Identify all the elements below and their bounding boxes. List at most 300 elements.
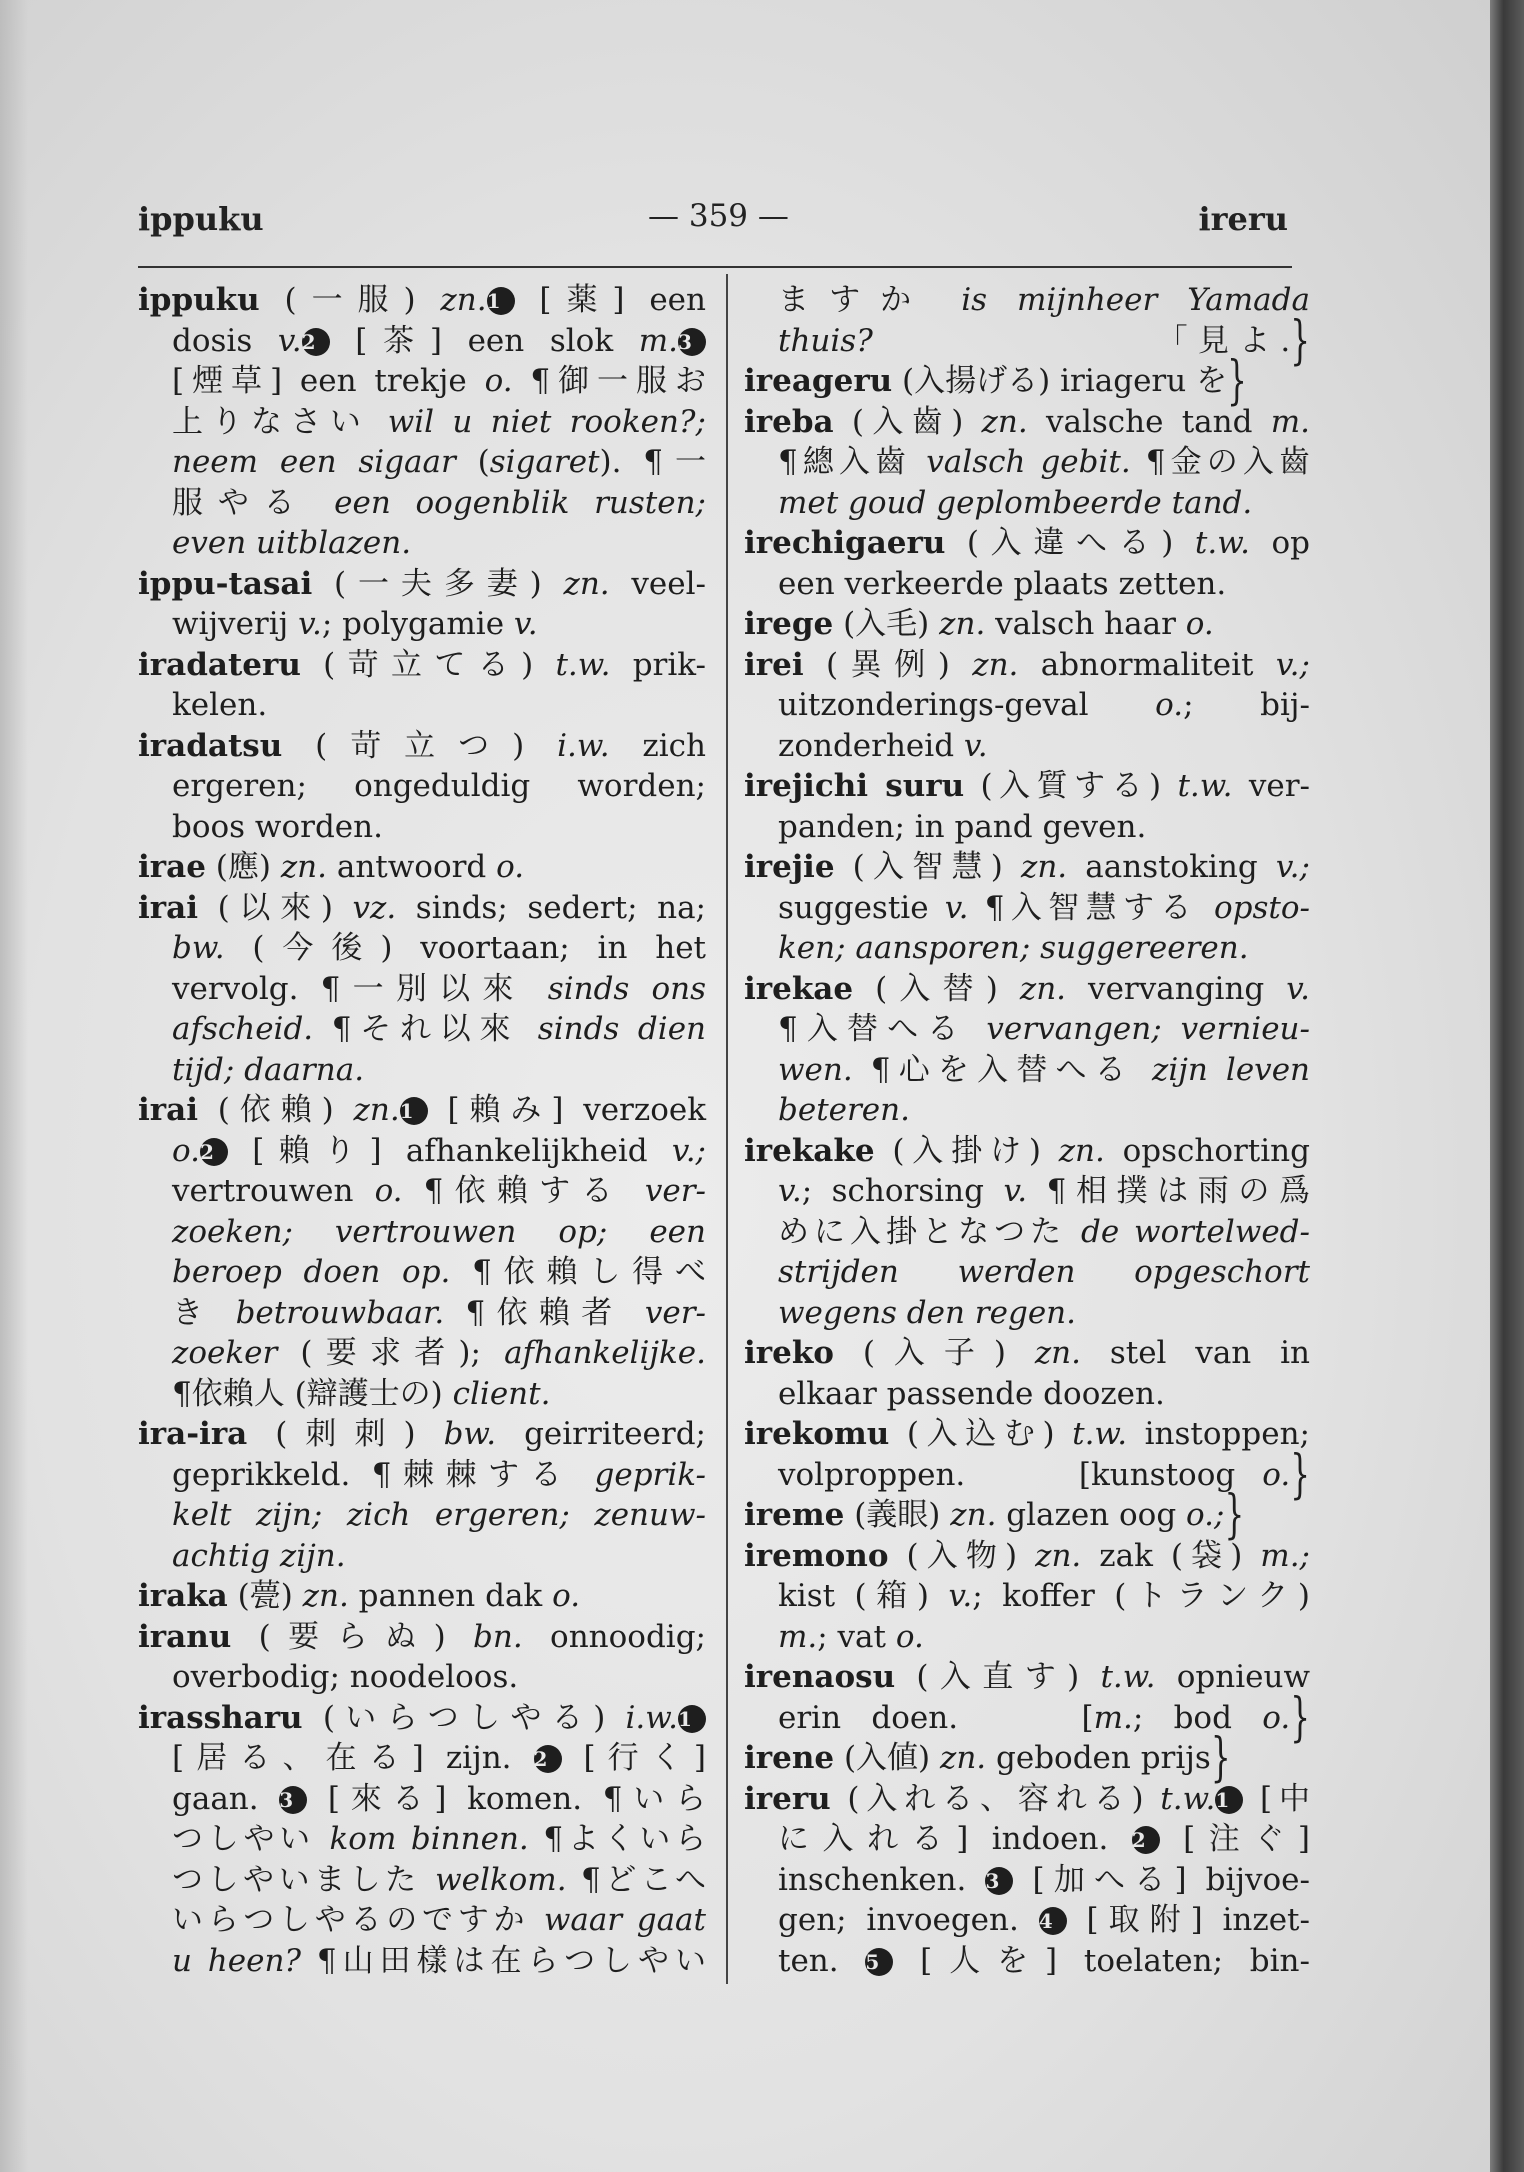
left-column <box>138 280 706 1981</box>
entry-continuation-line <box>744 564 1310 605</box>
headword: ippuku <box>138 282 260 318</box>
entry-line <box>744 1333 1310 1374</box>
gender-marker: v. <box>1003 1173 1028 1209</box>
translation-italic: zoeker <box>172 1335 278 1371</box>
definition-text: gaan. <box>172 1780 280 1817</box>
gender-marker: o. <box>1262 1699 1291 1736</box>
kanji-form: (入替) <box>853 970 1020 1007</box>
gender-marker: o. <box>895 1618 924 1655</box>
sense-number: 2 <box>1132 1826 1160 1854</box>
definition-text: volproppen. [kunstoog <box>778 1456 1263 1493</box>
gender-marker: o. <box>484 363 513 399</box>
entry-line <box>744 1484 1310 1546</box>
brace-mark: } <box>1290 1443 1310 1505</box>
definition-text: 服やる <box>172 484 335 521</box>
part-of-speech: t.w. <box>1194 525 1250 561</box>
entry-line <box>744 1727 1310 1789</box>
headword: irei <box>744 646 804 683</box>
definition-text: op <box>1249 525 1310 561</box>
kanji-form: (一服) <box>259 282 441 318</box>
entry-continuation-line <box>744 1090 1310 1131</box>
entry-continuation-line <box>138 969 706 1010</box>
gender-marker: o.; <box>1186 1497 1225 1533</box>
headword: iraka <box>138 1578 228 1614</box>
gender-marker: m. <box>1093 1699 1133 1736</box>
entry-continuation-line <box>744 1900 1310 1941</box>
part-of-speech: t.w. <box>1177 768 1233 804</box>
gender-marker: v. <box>1286 970 1310 1007</box>
definition-text: geirriteerd; <box>496 1416 706 1452</box>
gender-marker: m.; <box>1260 1537 1310 1574</box>
right-column <box>744 280 1310 1981</box>
kanji-form: (苛立てる) <box>300 646 556 683</box>
brace-mark: } <box>1290 309 1310 371</box>
sense-number: 3 <box>985 1867 1013 1895</box>
definition-text: [居る、在る] zijn. <box>172 1740 534 1776</box>
definition-text: ¶それ以來 <box>313 1011 538 1047</box>
gender-marker: v.; <box>1275 646 1310 683</box>
definition-text: iriageru を <box>1060 363 1228 399</box>
entry-continuation-line <box>138 1009 706 1050</box>
definition-text: opschorting <box>1104 1132 1310 1169</box>
translation-italic: u heen? <box>172 1942 302 1979</box>
gutter-shadow <box>0 0 28 2172</box>
part-of-speech: zn. <box>1058 1132 1105 1169</box>
definition-text: [注ぐ] <box>1159 1821 1310 1857</box>
entry-line <box>138 1698 706 1739</box>
entry-continuation-line <box>138 1495 706 1536</box>
entry-continuation-line <box>138 1941 706 1982</box>
definition-text: ¶依賴し得べ <box>450 1254 706 1290</box>
definition-text: ; bod <box>1132 1699 1263 1736</box>
gender-marker: v. <box>963 727 988 764</box>
definition-text: ¶依賴者 <box>444 1294 645 1331</box>
sense-number: 2 <box>302 328 330 356</box>
definition-text: valsche tand <box>1027 403 1271 440</box>
entry-continuation-line <box>138 766 706 807</box>
headword: irekae <box>744 970 854 1007</box>
translation-italic: beteren. <box>778 1092 910 1128</box>
translation-italic: ken; aansporen; suggereeren. <box>778 930 1249 966</box>
definition-text: ¶入替へる <box>778 1011 987 1047</box>
entry-line <box>138 1617 706 1658</box>
gender-marker: m. <box>778 1618 818 1655</box>
definition-text: wijverij <box>172 606 299 642</box>
entry-continuation-line <box>138 1293 706 1334</box>
translation-italic: achtig zijn. <box>172 1537 346 1574</box>
entry-continuation-line <box>138 685 706 726</box>
part-of-speech: bw. <box>443 1416 497 1452</box>
entry-line <box>138 847 706 888</box>
entry-continuation-line <box>138 483 706 524</box>
definition-text: めに入掛となつた <box>778 1213 1081 1250</box>
kanji-form: (入れる、容れる) <box>830 1780 1161 1817</box>
definition-text: prik- <box>610 646 706 683</box>
translation-italic: tijd; daarna. <box>172 1051 365 1088</box>
definition-text: geprikkeld. ¶棘棘する <box>172 1456 595 1493</box>
definition-text: uitzonderings-geval <box>778 687 1156 723</box>
entry-line <box>138 1090 706 1131</box>
headword: irene <box>744 1740 835 1776</box>
entry-continuation-line <box>138 321 706 362</box>
entry-line <box>138 564 706 605</box>
entry-continuation-line <box>744 309 1310 371</box>
gender-marker: o. <box>552 1578 581 1614</box>
definition-text: [茶] een slok <box>329 322 639 359</box>
translation-italic: kom binnen. <box>329 1821 529 1857</box>
part-of-speech: t.w. <box>1100 1659 1156 1695</box>
page-number: — 359 — <box>648 198 789 234</box>
definition-text: ; koffer (トランク) <box>972 1578 1310 1614</box>
translation-italic: sinds ons <box>547 970 706 1007</box>
gender-marker: v. <box>948 1578 973 1614</box>
definition-text: vervanging <box>1066 970 1287 1007</box>
entry-continuation-line <box>744 280 1310 321</box>
definition-text: ). ¶一 <box>599 444 706 480</box>
definition-text: ますか <box>778 282 962 318</box>
kanji-form: (入違へる) <box>945 525 1195 561</box>
sense-number: 2 <box>534 1745 562 1773</box>
definition-text: stel van in <box>1081 1335 1310 1371</box>
sense-number: 1 <box>1215 1786 1243 1814</box>
part-of-speech: zn. <box>1021 849 1068 885</box>
definition-text: inschenken. <box>778 1861 986 1898</box>
definition-text: vertrouwen <box>172 1173 375 1209</box>
headword: ira-ira <box>138 1416 248 1452</box>
entry-continuation-line <box>744 685 1310 726</box>
sense-number: 1 <box>400 1097 428 1125</box>
entry-line <box>744 847 1310 888</box>
page-edge <box>1490 0 1524 2172</box>
part-of-speech: i.w. <box>557 727 610 764</box>
entry-continuation-line <box>138 1536 706 1577</box>
part-of-speech: zn. <box>563 565 610 602</box>
definition-text: panden; in pand geven. <box>778 808 1147 845</box>
definition-text: ; schorsing <box>801 1173 1004 1209</box>
headword: irai <box>138 1092 198 1128</box>
definition-text: ¶御一服お <box>512 363 706 399</box>
definition-text: vervolg. ¶一別以來 <box>172 970 548 1007</box>
entry-line <box>138 280 706 321</box>
brace-mark: } <box>1290 1686 1310 1748</box>
definition-text: [賴り] afhankelijkheid <box>227 1132 672 1169</box>
gender-marker: o. <box>1262 1456 1291 1493</box>
entry-line <box>744 645 1310 686</box>
entry-line <box>744 350 1310 412</box>
entry-line <box>744 766 1310 807</box>
entry-continuation-line <box>138 402 706 443</box>
gender-marker: v.; <box>1275 849 1310 885</box>
headword: ireko <box>744 1335 834 1371</box>
entry-continuation-line <box>138 1212 706 1253</box>
entry-line <box>138 645 706 686</box>
kanji-form: (要らぬ) <box>231 1618 474 1655</box>
entry-continuation-line <box>138 1657 706 1698</box>
definition-text: opnieuw <box>1155 1659 1310 1695</box>
definition-text: sinds; sedert; na; <box>396 889 706 926</box>
entry-continuation-line <box>138 523 706 564</box>
entry-continuation-line <box>744 442 1310 483</box>
entry-continuation-line <box>744 1293 1310 1334</box>
headword: irekomu <box>744 1416 890 1452</box>
entry-line <box>744 1414 1310 1455</box>
definition-text: [取附] inzet- <box>1066 1902 1310 1938</box>
gender-marker: v.; <box>671 1132 706 1169</box>
translation-italic: kelt zijn; zich ergeren; zenuw- <box>172 1497 706 1533</box>
part-of-speech: zn. <box>981 403 1028 440</box>
translation-italic: afscheid. <box>172 1011 314 1047</box>
definition-text: き <box>172 1294 236 1331</box>
sense-number: 2 <box>200 1138 228 1166</box>
header-right-word: ireru <box>1198 200 1288 238</box>
entry-continuation-line <box>138 442 706 483</box>
header-left-word: ippuku <box>138 200 264 238</box>
part-of-speech: t.w. <box>1072 1416 1128 1452</box>
entry-continuation-line <box>744 1212 1310 1253</box>
part-of-speech: zn. <box>950 1497 997 1533</box>
definition-text: ergeren; ongeduldig worden; <box>172 768 706 804</box>
definition-text: kelen. <box>172 687 268 723</box>
definition-text: ¶どこへ <box>566 1861 706 1898</box>
definition-text: (今後) voortaan; in het <box>224 930 706 966</box>
entry-line <box>744 1657 1310 1698</box>
translation-italic: betrouwbaar. <box>235 1294 445 1331</box>
definition-text: [薬] een <box>514 282 706 318</box>
translation-italic: sinds dien <box>537 1011 707 1047</box>
gender-marker: v. <box>513 606 538 642</box>
part-of-speech: zn. <box>353 1092 400 1128</box>
gender-marker: o. <box>496 849 525 885</box>
kanji-form: (入毛) <box>833 606 940 642</box>
kanji-form: (一夫多妻) <box>312 565 564 602</box>
translation-italic: de wortelwed- <box>1081 1213 1310 1250</box>
gender-marker: v. <box>778 1173 802 1209</box>
translation-italic: met goud geplombeerde tand. <box>778 484 1253 521</box>
entry-continuation-line <box>138 1779 706 1820</box>
definition-text: abnormaliteit <box>1018 646 1276 683</box>
entry-continuation-line <box>744 726 1310 767</box>
kanji-form: (依賴) <box>197 1092 354 1128</box>
kanji-form: (異例) <box>803 646 973 683</box>
translation-italic: wen. <box>778 1051 853 1088</box>
entry-continuation-line <box>138 1900 706 1941</box>
brace-mark: } <box>1227 350 1247 412</box>
entry-continuation-line <box>138 1738 706 1779</box>
definition-text: ten. <box>778 1942 866 1979</box>
definition-text: [行く] <box>561 1740 707 1776</box>
translation-italic: afhankelijke. <box>504 1335 706 1371</box>
translation-italic: een oogenblik rusten; <box>334 484 706 521</box>
definition-text: ¶金の入齒 <box>1130 444 1310 480</box>
headword: iradateru <box>138 646 301 683</box>
headword: iremono <box>744 1537 889 1574</box>
translation-italic: valsch gebit. <box>926 444 1131 480</box>
translation-italic: wegens den regen. <box>778 1294 1076 1331</box>
translation-italic: ver- <box>644 1294 706 1331</box>
translation-italic: waar gaat <box>543 1902 707 1938</box>
definition-text: [來る] komen. ¶いら <box>307 1780 706 1817</box>
definition-text: ¶依賴する <box>402 1173 645 1209</box>
entry-line <box>744 402 1310 443</box>
brace-mark: } <box>1224 1484 1245 1546</box>
entry-continuation-line <box>138 1252 706 1293</box>
definition-text: kist (箱) <box>778 1578 949 1614</box>
definition-text: ¶入智慧する <box>968 889 1214 926</box>
entry-continuation-line <box>744 888 1310 929</box>
kanji-form: (入智慧) <box>834 849 1021 885</box>
translation-italic: zoeken; vertrouwen op; een <box>172 1213 706 1250</box>
definition-text: pannen dak <box>348 1578 553 1614</box>
entry-continuation-line <box>138 1455 706 1496</box>
entry-continuation-line <box>138 1131 706 1172</box>
kanji-form: (入齒) <box>833 403 982 440</box>
definition-text: ver- <box>1232 768 1310 804</box>
entry-continuation-line <box>138 604 706 645</box>
definition-text: overbodig; noodeloos. <box>172 1659 519 1695</box>
definition-text: [賴み] verzoek <box>427 1092 706 1128</box>
entry-continuation-line <box>744 928 1310 969</box>
kanji-form: (入質する) <box>964 768 1178 804</box>
gender-marker: v. <box>944 889 969 926</box>
kanji-form: (義眼) <box>844 1497 951 1533</box>
gender-marker: o. <box>374 1173 403 1209</box>
kanji-form: (入物) <box>888 1537 1036 1574</box>
entry-continuation-line <box>138 1819 706 1860</box>
kanji-form: (苛立つ) <box>282 727 558 764</box>
definition-text: erin doen. [ <box>778 1699 1094 1736</box>
gender-marker: m. <box>638 322 678 359</box>
definition-text: [煙草] een trekje <box>172 363 485 399</box>
definition-text: ; vat <box>817 1618 896 1655</box>
definition-text: suggestie <box>778 889 945 926</box>
gender-marker: o. <box>1155 687 1184 723</box>
translation-italic: neem een sigaar <box>172 444 456 480</box>
kanji-form: (入値) <box>834 1740 940 1776</box>
part-of-speech: zn. <box>302 1578 349 1614</box>
entry-line <box>138 1576 706 1617</box>
definition-text: aanstoking <box>1067 849 1276 885</box>
headword: irejie <box>744 849 835 885</box>
headword: ireba <box>744 403 834 440</box>
definition-text: ( <box>455 444 490 480</box>
header-rule <box>138 266 1292 268</box>
part-of-speech: zn. <box>1019 970 1067 1007</box>
translation-italic: welkom. <box>435 1861 567 1898</box>
definition-text: zonderheid <box>778 727 964 764</box>
definition-text: veel- <box>609 565 706 602</box>
entry-continuation-line <box>138 361 706 402</box>
sense-number: 3 <box>678 328 706 356</box>
sense-number: 3 <box>279 1786 307 1814</box>
column-divider <box>726 274 728 1984</box>
entry-continuation-line <box>744 483 1310 524</box>
translation-italic: is mijnheer Yamada <box>961 282 1310 318</box>
definition-text: ; polygamie <box>321 606 514 642</box>
definition-text: ¶よくいら <box>528 1821 706 1857</box>
definition-text: glazen oog <box>996 1497 1187 1533</box>
definition-text: dosis <box>172 322 278 359</box>
part-of-speech: t.w. <box>555 646 611 683</box>
gender-marker: m. <box>1270 403 1310 440</box>
entry-line <box>744 523 1310 564</box>
entry-line <box>744 969 1310 1010</box>
definition-text: [中 <box>1243 1780 1310 1817</box>
kanji-form: (甍) <box>227 1578 303 1614</box>
sense-number: 1 <box>678 1705 706 1733</box>
kanji-form: (入子) <box>834 1335 1035 1371</box>
definition-text: つしやい <box>172 1821 330 1857</box>
entry-line <box>138 888 706 929</box>
entry-continuation-line <box>744 1009 1310 1050</box>
entry-continuation-line <box>744 1617 1310 1658</box>
translation-italic: zijn leven <box>1152 1051 1311 1088</box>
translation-italic: even uitblazen. <box>172 525 412 561</box>
definition-text: ¶山田樣は在らつしやい <box>301 1942 706 1979</box>
kanji-form: (入掛け) <box>874 1132 1059 1169</box>
translation-italic: ver- <box>644 1173 706 1209</box>
sense-number: 4 <box>1039 1907 1067 1935</box>
definition-text: ¶相撲は雨の爲 <box>1027 1173 1310 1209</box>
entry-continuation-line <box>744 1860 1310 1901</box>
gender-marker: v. <box>277 322 302 359</box>
definition-text: ¶依賴人 (辯護士の) <box>172 1375 453 1412</box>
definition-text: ¶心を入替へる <box>852 1051 1153 1088</box>
entry-continuation-line <box>744 1941 1310 1982</box>
entry-continuation-line <box>138 807 706 848</box>
gender-marker: o. <box>1185 606 1214 642</box>
entry-continuation-line <box>744 1050 1310 1091</box>
definition-text: ¶總入齒 <box>778 444 927 480</box>
entry-continuation-line <box>744 807 1310 848</box>
definition-text: いらつしやるのですか <box>172 1902 544 1938</box>
definition-text: zak (袋) <box>1081 1537 1261 1574</box>
definition-text: elkaar passende doozen. <box>778 1375 1165 1412</box>
definition-text: に入れる] indoen. <box>778 1821 1132 1857</box>
kanji-form: (入揚げる) <box>892 363 1061 399</box>
entry-continuation-line <box>138 1860 706 1901</box>
kanji-form: (以來) <box>197 889 353 926</box>
entry-line <box>744 1131 1310 1172</box>
translation-italic: sigaret <box>489 444 600 480</box>
entry-continuation-line <box>744 1819 1310 1860</box>
definition-text: zich <box>609 727 706 764</box>
kanji-form: (應) <box>205 849 281 885</box>
kanji-form: (入直す) <box>895 1659 1101 1695</box>
headword: irae <box>138 849 206 885</box>
entry-continuation-line <box>138 928 706 969</box>
definition-text: [人を] toelaten; bin- <box>893 1942 1310 1979</box>
entry-continuation-line <box>744 1576 1310 1617</box>
translation-italic: geprik- <box>594 1456 706 1493</box>
definition-text: [加へる] bijvoe- <box>1013 1861 1311 1898</box>
entry-continuation-line <box>138 1333 706 1374</box>
entry-continuation-line <box>138 1374 706 1415</box>
part-of-speech: zn. <box>440 282 487 318</box>
translation-italic: client. <box>452 1375 551 1412</box>
definition-text: 上りなさい <box>172 403 388 440</box>
entry-line <box>138 726 706 767</box>
part-of-speech: zn. <box>939 606 986 642</box>
part-of-speech: bn. <box>473 1618 523 1655</box>
entry-line <box>744 604 1310 645</box>
definition-text: geboden prijs <box>986 1740 1211 1776</box>
headword: iranu <box>138 1618 232 1655</box>
translation-italic: thuis? <box>778 322 873 359</box>
part-of-speech: zn. <box>1035 1537 1082 1574</box>
translation-italic: beroep doen op. <box>172 1254 451 1290</box>
headword: ireageru <box>744 363 893 399</box>
headword: iradatsu <box>138 727 283 764</box>
